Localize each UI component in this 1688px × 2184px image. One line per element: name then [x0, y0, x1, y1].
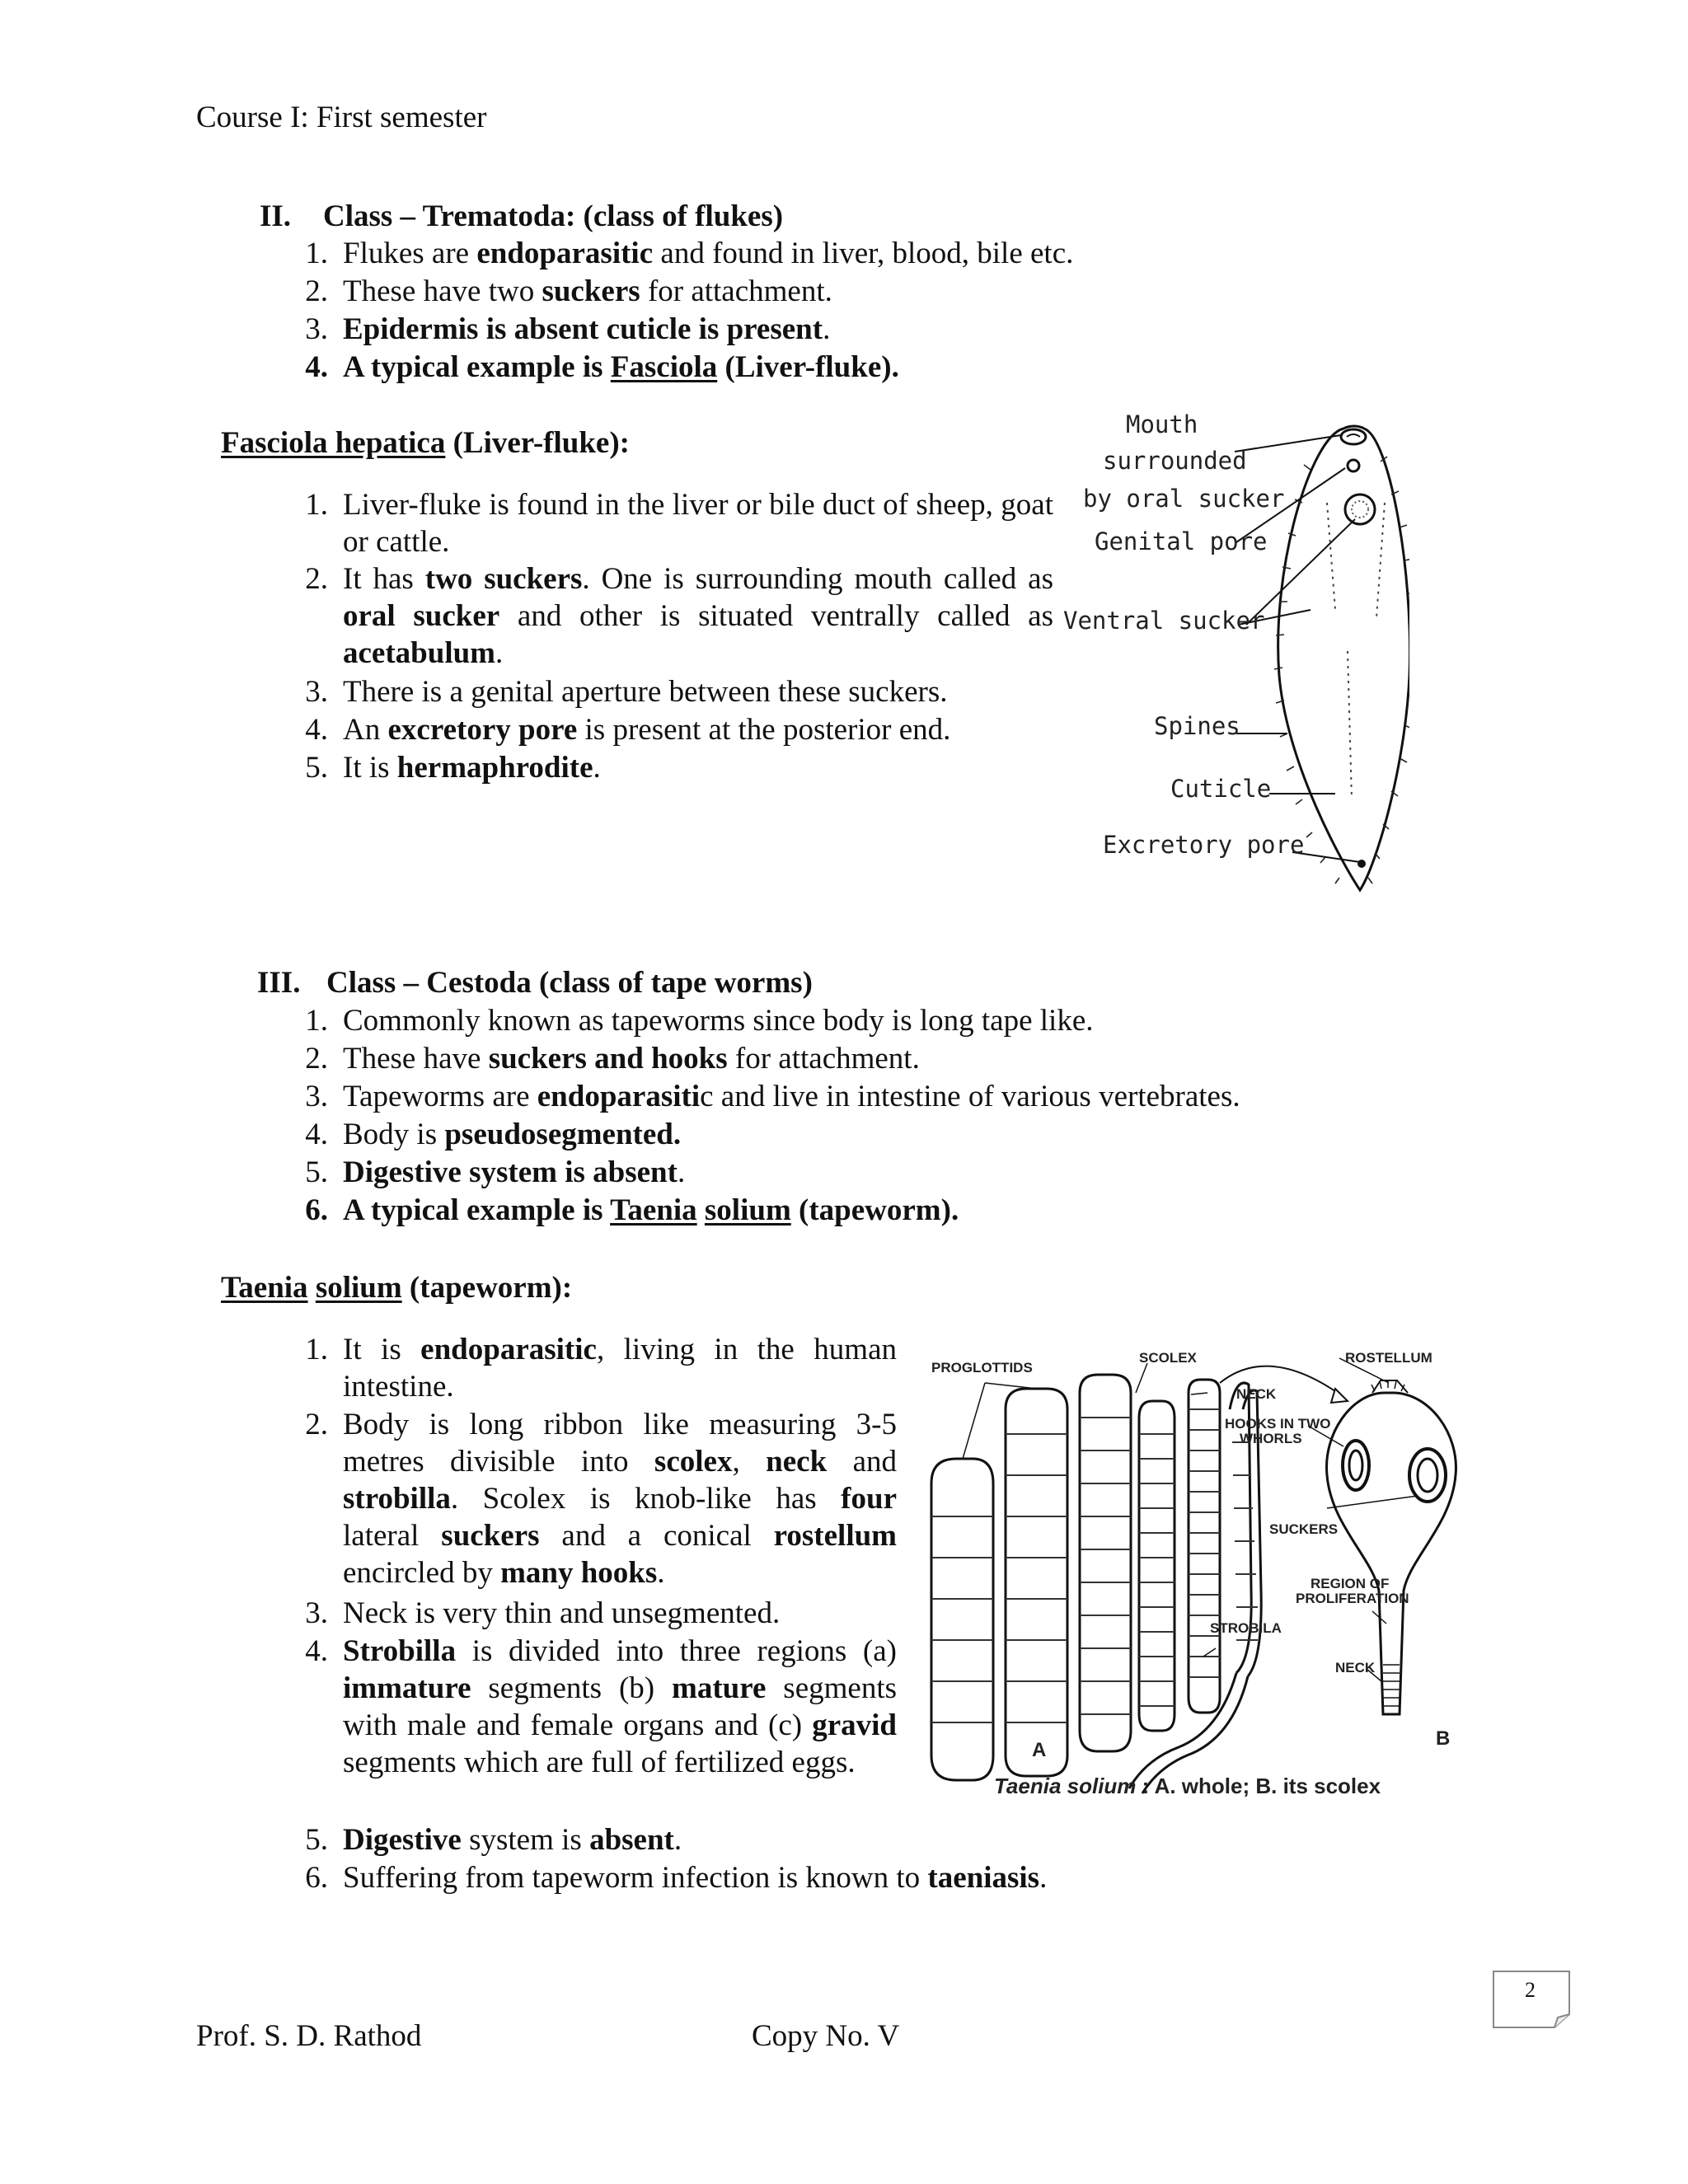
- label-proglottids: PROGLOTTIDS: [931, 1360, 1033, 1376]
- label-genital-pore: Genital pore: [1095, 527, 1268, 555]
- list-item: 1. It is endoparasitic, living in the human intestine.: [305, 1333, 897, 1404]
- section-numeral-ii: II.: [260, 199, 292, 233]
- label-neck-top: NECK: [1236, 1386, 1277, 1402]
- footer-copy: Copy No. V: [752, 2019, 900, 2053]
- label-spines: Spines: [1154, 712, 1240, 740]
- label-strobila: STROBILA: [1210, 1620, 1282, 1636]
- label-b: B: [1436, 1727, 1451, 1750]
- list-item: 4. Strobilla is divided into three regions (a) immature segments (b) mature segments with male and female organs and (c) gravid segments which are full of fertilized eggs.: [305, 1634, 897, 1779]
- footer-author: Prof. S. D. Rathod: [196, 2019, 422, 2053]
- label-suckers: SUCKERS: [1269, 1521, 1339, 1537]
- section-heading-trematoda: Class – Trematoda: (class of flukes): [323, 199, 784, 233]
- course-header: Course I: First semester: [196, 101, 487, 134]
- list-item: 2. It has two suckers. One is surrounding mouth called as oral sucker and other is situated ventrally called as acetabulum.: [305, 562, 1053, 670]
- label-surrounded: surrounded: [1103, 447, 1247, 475]
- page-number-box: [1492, 1970, 1573, 2029]
- label-scolex: SCOLEX: [1139, 1350, 1197, 1366]
- section-numeral-iii: III.: [257, 966, 301, 1000]
- label-neck-b: NECK: [1335, 1660, 1376, 1675]
- subsection-title-taenia: Taenia solium (tapeworm):: [221, 1271, 573, 1305]
- page-number: 2: [1525, 1978, 1536, 2002]
- tapeworm-caption: Taenia solium : A. whole; B. its scolex: [994, 1774, 1381, 1798]
- liver-fluke-diagram: [1063, 404, 1409, 898]
- tapeworm-diagram: [923, 1343, 1459, 1821]
- label-region-1: REGION OF: [1311, 1576, 1390, 1591]
- label-a: A: [1032, 1739, 1047, 1761]
- subsection-title-fasciola: Fasciola hepatica (Liver-fluke):: [221, 426, 630, 460]
- list-item: 1. Liver-fluke is found in the liver or bile duct of sheep, goat or cattle.: [305, 488, 1053, 559]
- label-cuticle: Cuticle: [1170, 775, 1272, 803]
- label-oral-sucker: by oral sucker: [1083, 485, 1285, 513]
- label-excretory-pore: Excretory pore: [1103, 831, 1305, 859]
- label-hooks-1: HOOKS IN TWO: [1225, 1416, 1331, 1432]
- label-mouth: Mouth: [1126, 410, 1198, 438]
- label-region-2: PROLIFERATION: [1296, 1591, 1409, 1606]
- label-ventral-sucker: Ventral sucker: [1063, 607, 1265, 635]
- label-hooks-2: WHORLS: [1240, 1431, 1302, 1446]
- label-rostellum: ROSTELLUM: [1345, 1350, 1432, 1366]
- list-item: 2. Body is long ribbon like measuring 3-5 metres divisible into scolex, neck and strobilla. Scolex is knob-like has four lateral suckers and a conical rostellum encircled by many hooks.: [305, 1408, 897, 1590]
- section-heading-cestoda: Class – Cestoda (class of tape worms): [326, 966, 813, 1000]
- liver-fluke-illustration: [1063, 404, 1409, 898]
